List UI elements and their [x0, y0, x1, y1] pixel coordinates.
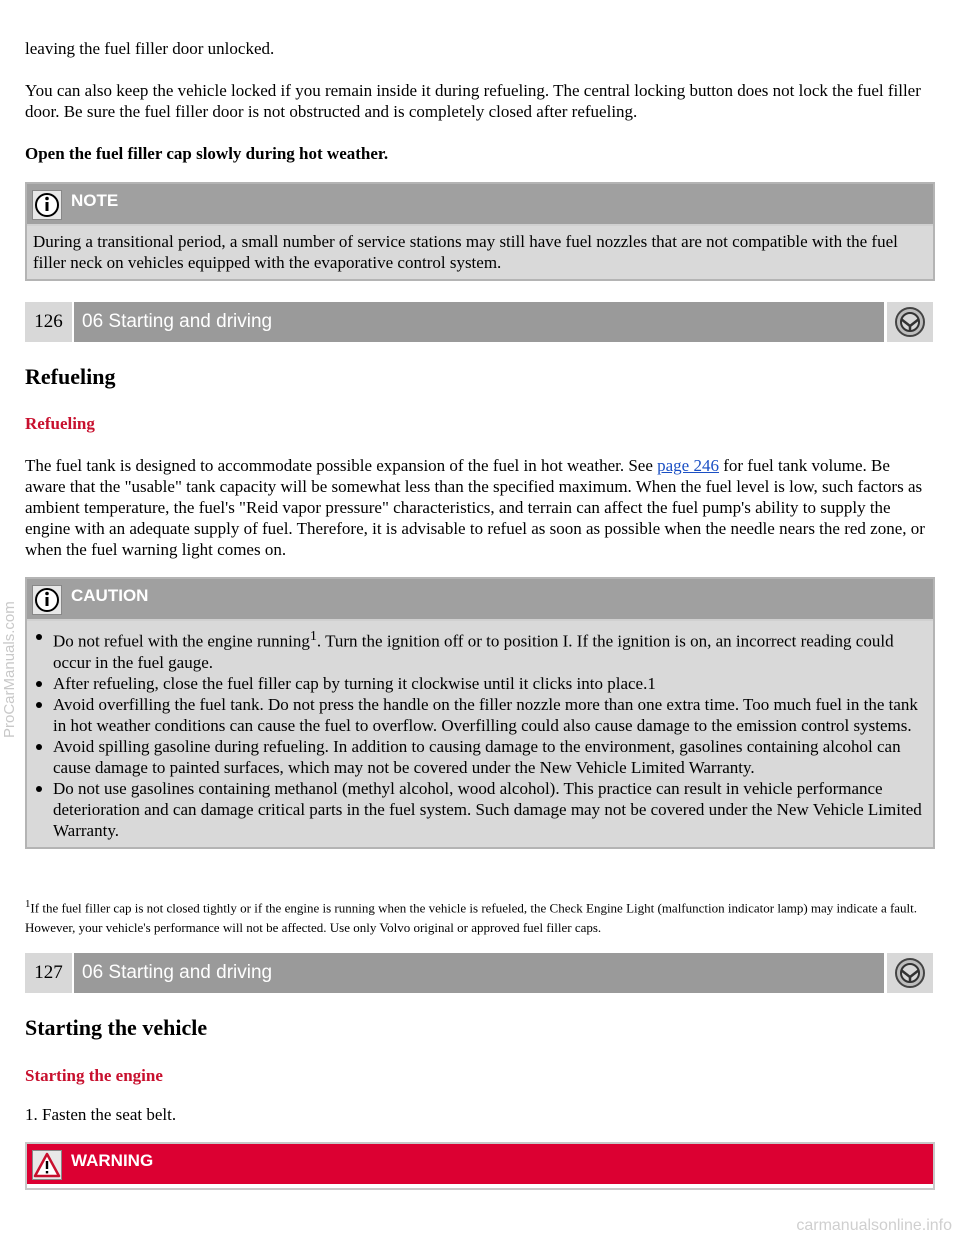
paragraph-text: The fuel tank is designed to accommodate possible expansion of the fuel in hot weather. See [25, 456, 658, 475]
caution-box [25, 577, 935, 849]
side-watermark [0, 560, 20, 740]
chapter-title: 06 Starting and driving [74, 953, 884, 993]
note-header [27, 184, 933, 226]
page-number: 127 [25, 953, 72, 993]
section-bar-127 [25, 953, 933, 993]
refueling-paragraph [25, 455, 931, 560]
note-label: NOTE [71, 191, 119, 210]
warning-box [25, 1142, 935, 1190]
caution-item: After refueling, close the fuel filler cap by turning it clockwise until it clicks into place.1 [33, 673, 927, 694]
page-number: 126 [25, 302, 72, 342]
info-icon [32, 190, 62, 220]
steering-wheel-icon [887, 302, 933, 342]
info-icon [32, 585, 62, 615]
paragraph-text: for fuel tank volume. Be aware that the "usable" tank capacity will be somewhat less than the specified maximum. When the fuel level is low, such factors as ambient temperature, the fuel's "Reid vapor pressure" characteristics, and terrain can affect the fuel pump's ability to supply the engine with an adequate supply of fuel. Therefore, it is advisable to refuel as soon as possible when the needle nears the red zone, or when the fuel warning light comes on. [25, 456, 925, 559]
chapter-title: 06 Starting and driving [74, 302, 884, 342]
caution-body [27, 621, 933, 847]
note-body: During a transitional period, a small number of service stations may still have fuel nozzles that are not compatible with the fuel filler neck on vehicles equipped with the evaporative control system. [27, 226, 933, 279]
intro-line-2: You can also keep the vehicle locked if you remain inside it during refueling. The central locking button does not lock the fuel filler door. Be sure the fuel filler door is not obstructed and is completely closed after refueling. [25, 81, 921, 121]
site-watermark: carmanualsonline.info [796, 1217, 952, 1234]
footnote-ref: 1 [309, 628, 317, 644]
section-heading: Starting the vehicle [25, 1015, 208, 1040]
caution-item: Avoid spilling gasoline during refueling. In addition to causing damage to the environment, gasolines containing alcohol can cause damage to painted surfaces, which may not be covered under the New Vehicle Limited Warranty. [33, 736, 927, 778]
steering-wheel-icon [887, 953, 933, 993]
caution-item [33, 626, 927, 673]
caution-header [27, 579, 933, 621]
warning-label: WARNING [71, 1151, 154, 1170]
watermark-text: ProCarManuals.com [1, 601, 18, 738]
footnote-text: If the fuel filler cap is not closed tightly or if the engine is running when the vehicle is refueled, the Check Engine Light (malfunction indicator lamp) may indicate a fault. However, your vehicle's performance will not be affected. Use only Volvo original or approved fuel filler caps. [25, 900, 918, 936]
caution-label: CAUTION [71, 586, 149, 605]
page-246-link[interactable]: page 246 [657, 456, 719, 475]
intro-line-3: Open the fuel filler cap slowly during hot weather. [25, 144, 389, 163]
note-box [25, 182, 935, 281]
intro-line-1: leaving the fuel filler door unlocked. [25, 39, 275, 58]
section-heading: Refueling [25, 364, 116, 389]
section-bar-126 [25, 302, 933, 342]
section-subheading: Refueling [25, 414, 95, 433]
footnote-marker: 1 [25, 898, 31, 910]
caution-item-text: Do not refuel with the engine running [53, 631, 310, 651]
footnote [25, 894, 935, 938]
section-subheading: Starting the engine [25, 1066, 163, 1085]
caution-item-text: . Turn the ignition off or to position I. If the ignition is on, an incorrect reading could occur in the fuel gauge. [53, 631, 894, 672]
step-1: 1. Fasten the seat belt. [25, 1105, 177, 1124]
caution-item: Avoid overfilling the fuel tank. Do not press the handle on the filler nozzle more than one extra time. Too much fuel in the tank in hot weather conditions can cause the fuel to overflow. Overfilling could also cause damage to the emission control systems. [33, 694, 927, 736]
warning-triangle-icon [32, 1150, 62, 1180]
caution-item: Do not use gasolines containing methanol (methyl alcohol, wood alcohol). This practice can result in vehicle performance deterioration and can damage critical parts in the fuel system. Such damage may not be covered under the New Vehicle Limited Warranty. [33, 778, 927, 841]
warning-header [27, 1144, 933, 1184]
